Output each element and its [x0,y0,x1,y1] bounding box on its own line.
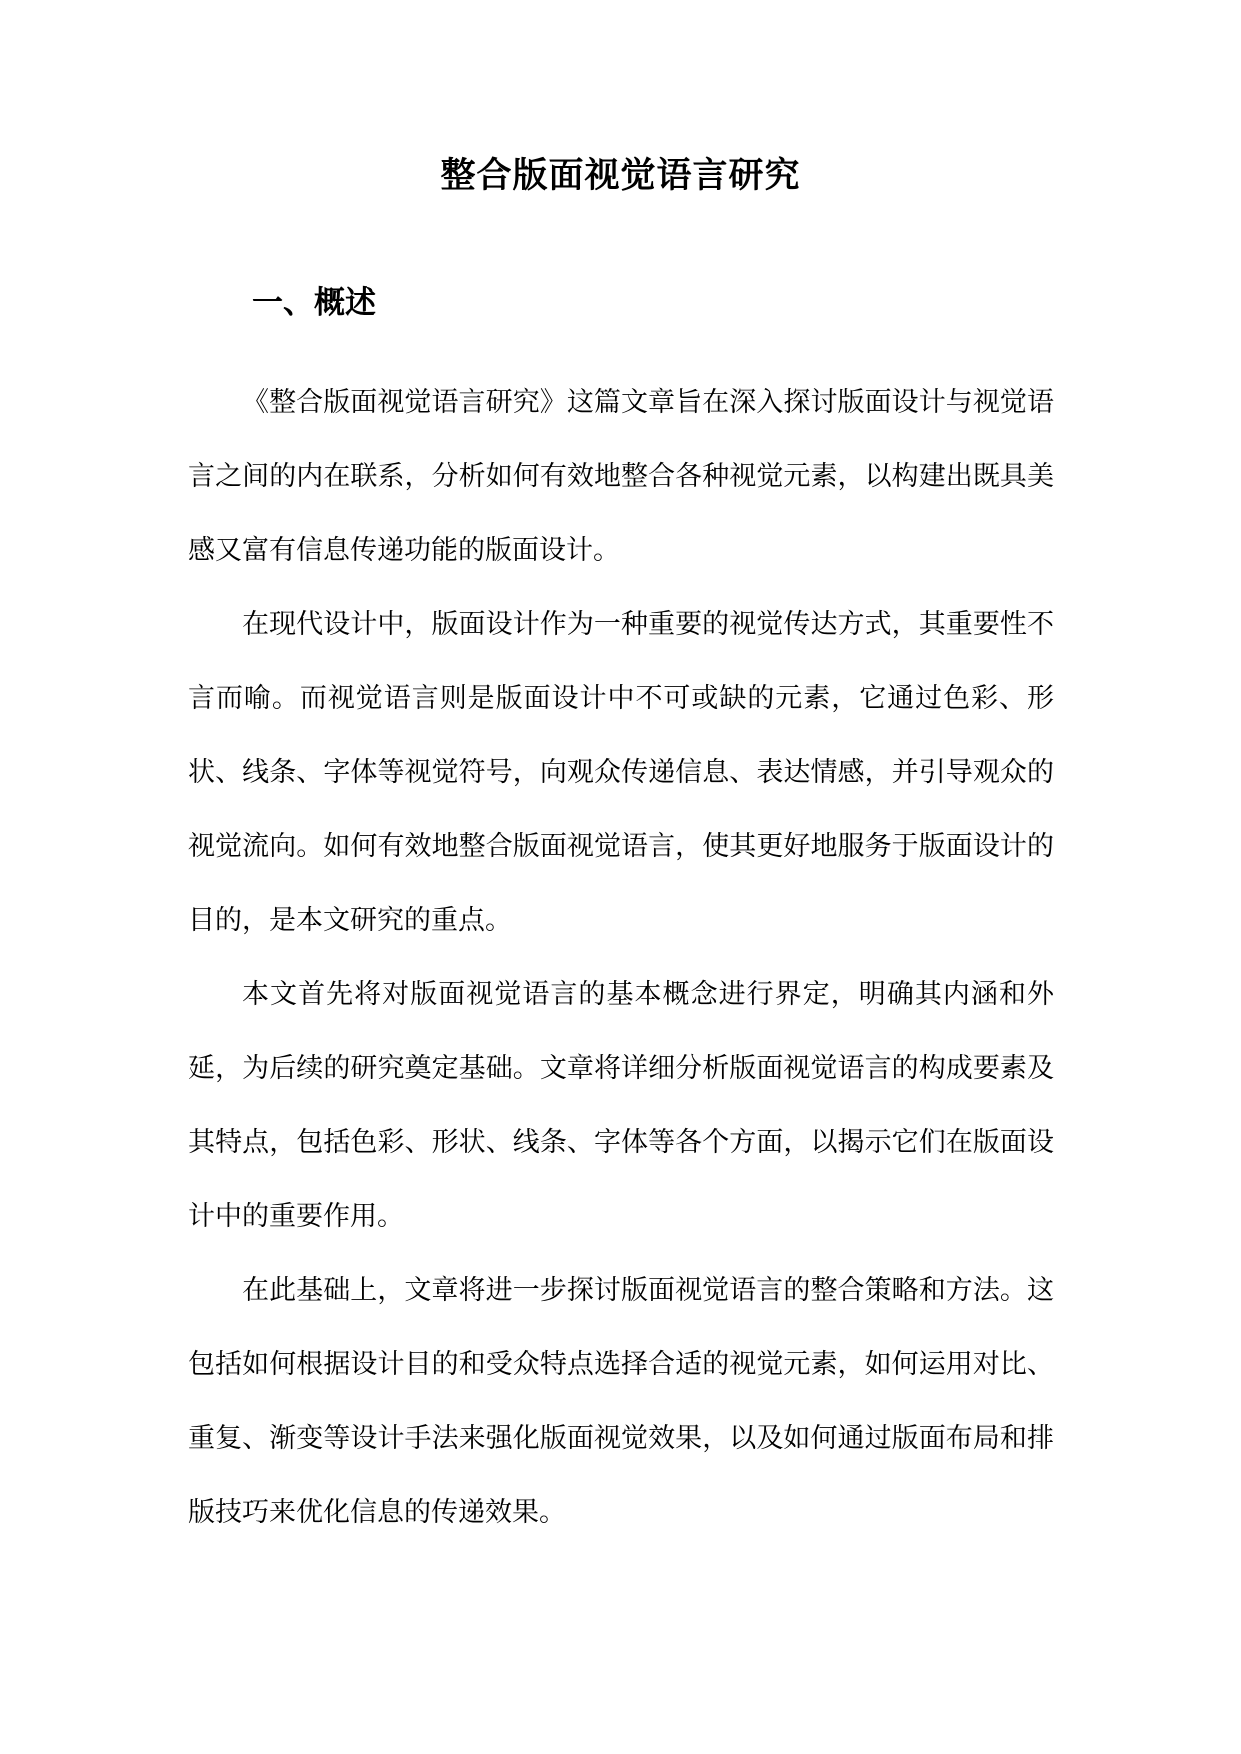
document-title: 整合版面视觉语言研究 [440,155,801,196]
paragraph-3: 本文首先将对版面视觉语言的基本概念进行界定，明确其内涵和外延，为后续的研究奠定基础。文章将详细分析版面视觉语言的构成要素及其特点，包括色彩、形状、线条、字体等各个方面，以揭示它们在版面设计中的重要作用。 [188,979,1054,1232]
section-body [188,366,1054,1550]
paragraph-4: 在此基础上，文章将进一步探讨版面视觉语言的整合策略和方法。这包括如何根据设计目的和受众特点选择合适的视觉元素，如何运用对比、重复、渐变等设计手法来强化版面视觉效果，以及如何通过版面布局和排版技巧来优化信息的传递效果。 [188,1275,1054,1528]
paragraph-1: 《整合版面视觉语言研究》这篇文章旨在深入探讨版面设计与视觉语言之间的内在联系，分析如何有效地整合各种视觉元素，以构建出既具美感又富有信息传递功能的版面设计。 [188,387,1054,566]
paragraph-2: 在现代设计中，版面设计作为一种重要的视觉传达方式，其重要性不言而喻。而视觉语言则是版面设计中不可或缺的元素，它通过色彩、形状、线条、字体等视觉符号，向观众传递信息、表达情感，并引导观众的视觉流向。如何有效地整合版面视觉语言，使其更好地服务于版面设计的目的，是本文研究的重点。 [188,609,1054,936]
section-heading: 一、概述 [252,285,376,321]
